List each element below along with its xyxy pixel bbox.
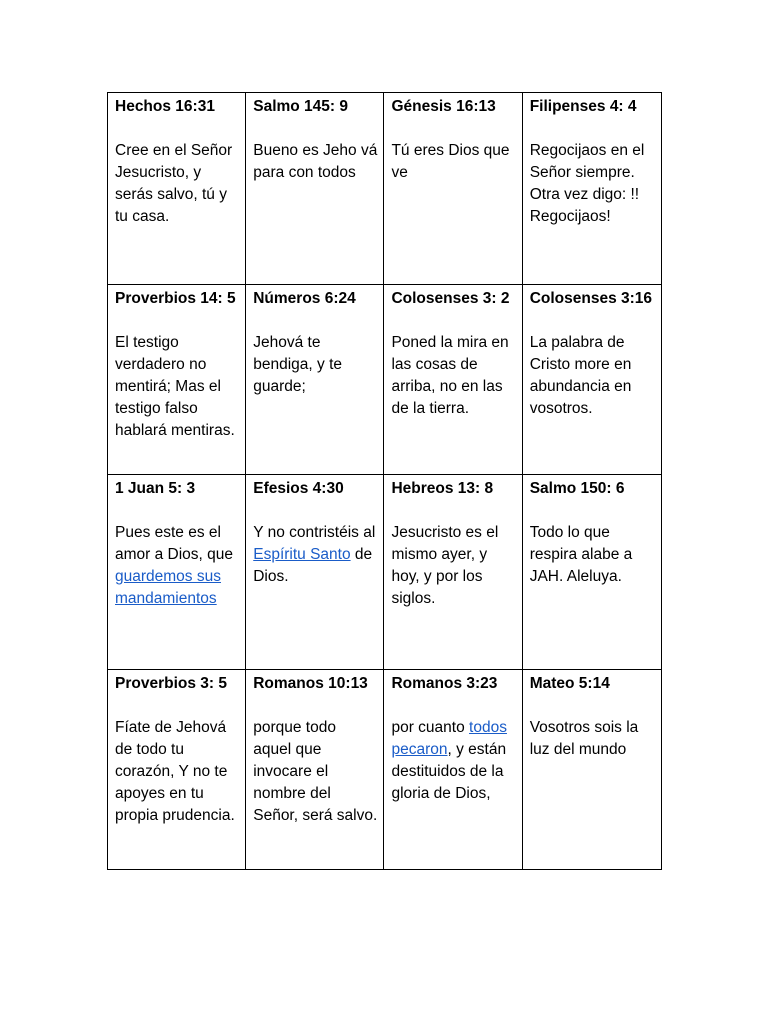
- table-row: [108, 285, 662, 475]
- verse-text: [530, 332, 655, 420]
- verse-reference: Efesios 4:30: [253, 480, 344, 497]
- verse-reference: Colosenses 3:16: [529, 290, 653, 307]
- verse-text-segment: Jehová te bendiga, y te guarde;: [253, 334, 342, 395]
- verse-card: [522, 475, 661, 670]
- verse-card: [108, 285, 246, 475]
- verse-text-segment: Y no contristéis al: [253, 524, 376, 541]
- verse-text-segment: de Dios.: [253, 546, 373, 585]
- verse-text: [115, 717, 239, 827]
- verse-reference: Romanos 3:23: [391, 675, 498, 692]
- verse-text: [253, 140, 377, 184]
- verse-text: [391, 522, 515, 610]
- verse-reference: Hebreos 13: 8: [391, 480, 494, 497]
- verse-reference: Mateo 5:14: [529, 675, 610, 692]
- verse-text-segment: La palabra de Cristo more en abundancia en vosotros.: [529, 334, 632, 417]
- verse-card: [108, 670, 246, 870]
- verse-reference: Números 6:24: [253, 290, 356, 307]
- verse-text-segment: , y están destituidos de la gloria de Dios,: [391, 741, 507, 802]
- verse-text-segment: por cuanto: [391, 719, 470, 736]
- verse-card: [522, 285, 661, 475]
- verse-reference: 1 Juan 5: 3: [115, 480, 196, 497]
- verse-reference: Hechos 16:31: [115, 98, 215, 115]
- verse-text-segment: El testigo verdadero no mentirá; Mas el testigo falso hablará mentiras.: [115, 334, 235, 439]
- verse-reference: Colosenses 3: 2: [391, 290, 510, 307]
- table-row: [108, 670, 662, 870]
- verse-reference: Romanos 10:13: [253, 675, 368, 692]
- verse-text: [530, 140, 655, 228]
- verse-card: [246, 93, 384, 285]
- verse-card: [522, 93, 661, 285]
- verse-card: [384, 475, 522, 670]
- verse-card: [246, 670, 384, 870]
- verse-card: [522, 670, 661, 870]
- verse-reference: Proverbios 14: 5: [115, 290, 236, 307]
- verse-card: [384, 670, 522, 870]
- verse-text: [253, 717, 377, 827]
- verse-text: [253, 522, 377, 588]
- verse-text-segment: Fíate de Jehová de todo tu corazón, Y no te apoyes en tu propia prudencia.: [115, 719, 235, 824]
- verse-card: [246, 475, 384, 670]
- verse-text: [115, 522, 239, 610]
- verse-text-segment: Bueno es Jeho vá para con todos: [253, 142, 378, 181]
- verse-card: [108, 93, 246, 285]
- verse-text: [391, 717, 515, 805]
- verse-reference: Filipenses 4: 4: [529, 98, 637, 115]
- verse-link[interactable]: Espíritu Santo: [253, 546, 351, 563]
- verse-text-segment: porque todo aquel que invocare el nombre del Señor, será salvo.: [253, 719, 378, 824]
- verse-text: [391, 332, 515, 420]
- table-row: [108, 93, 662, 285]
- verse-text: [530, 522, 655, 588]
- verse-reference: Proverbios 3: 5: [115, 675, 227, 692]
- verse-text-segment: Todo lo que respira alabe a JAH. Aleluya.: [529, 524, 633, 585]
- verse-text-segment: Cree en el Señor Jesucristo, y serás salvo, tú y tu casa.: [115, 142, 233, 225]
- verse-text-segment: Pues este es el amor a Dios, que: [115, 524, 234, 563]
- verse-text-segment: Poned la mira en las cosas de arriba, no en las de la tierra.: [391, 334, 509, 417]
- verse-cards-table: [107, 92, 662, 870]
- verse-text: [115, 332, 239, 442]
- verse-link[interactable]: todos pecaron: [391, 719, 507, 758]
- verse-card: [246, 285, 384, 475]
- verse-text: [115, 140, 239, 228]
- verse-text-segment: Vosotros sois la luz del mundo: [529, 719, 639, 758]
- verse-reference: Salmo 145: 9: [253, 98, 349, 115]
- verse-text-segment: Jesucristo es el mismo ayer, y hoy, y por los siglos.: [391, 524, 499, 607]
- verse-text: [530, 717, 655, 761]
- verse-text-segment: Regocijaos en el Señor siempre. Otra vez digo: !! Regocijaos!: [529, 142, 645, 225]
- verse-link[interactable]: guardemos sus mandamientos: [115, 568, 221, 607]
- verse-card: [384, 93, 522, 285]
- verse-reference: Génesis 16:13: [391, 98, 496, 115]
- verse-reference: Salmo 150: 6: [529, 480, 625, 497]
- verse-text-segment: Tú eres Dios que ve: [391, 142, 510, 181]
- verse-text: [391, 140, 515, 184]
- table-row: [108, 475, 662, 670]
- verse-card: [108, 475, 246, 670]
- verse-text: [253, 332, 377, 398]
- verse-card: [384, 285, 522, 475]
